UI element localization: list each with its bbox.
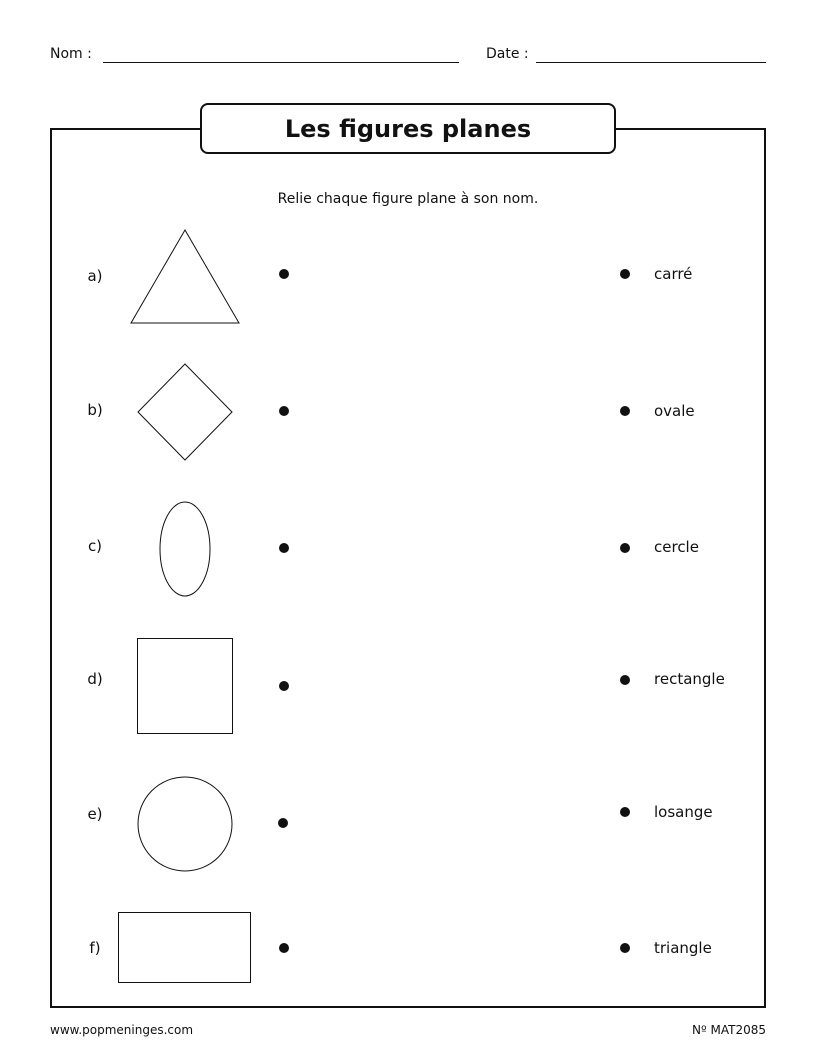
word-carre: carré (654, 265, 693, 283)
page-title: Les figures planes (284, 114, 532, 143)
row-label-c: c) (87, 537, 103, 555)
left-dot-b[interactable] (279, 406, 289, 416)
row-label-d: d) (87, 670, 103, 688)
rectangle-icon (118, 912, 252, 984)
footer-website: www.popmeninges.com (50, 1023, 194, 1037)
oval-icon (159, 501, 211, 597)
left-dot-d[interactable] (279, 681, 289, 691)
right-dot-losange[interactable] (620, 807, 630, 817)
right-dot-cercle[interactable] (620, 543, 630, 553)
right-dot-rectangle[interactable] (620, 675, 630, 685)
row-label-f: f) (89, 939, 101, 957)
instruction-text: Relie chaque figure plane à son nom. (277, 191, 539, 207)
left-dot-f[interactable] (279, 943, 289, 953)
row-label-e: e) (87, 805, 103, 823)
name-field-line[interactable] (103, 62, 459, 63)
right-dot-ovale[interactable] (620, 406, 630, 416)
right-dot-carre[interactable] (620, 269, 630, 279)
date-label: Date : (486, 46, 529, 62)
word-losange: losange (654, 803, 713, 821)
word-rectangle: rectangle (654, 670, 725, 688)
diamond-icon (137, 363, 233, 461)
row-label-b: b) (87, 401, 103, 419)
word-ovale: ovale (654, 402, 695, 420)
left-dot-c[interactable] (279, 543, 289, 553)
left-dot-e[interactable] (278, 818, 288, 828)
title-box (200, 103, 616, 154)
footer-code: Nº MAT2085 (692, 1023, 766, 1037)
right-dot-triangle[interactable] (620, 943, 630, 953)
triangle-icon (130, 229, 240, 325)
date-field-line[interactable] (536, 62, 766, 63)
name-label: Nom : (50, 46, 92, 62)
word-cercle: cercle (654, 538, 699, 556)
square-icon (137, 638, 233, 734)
row-label-a: a) (87, 267, 103, 285)
circle-icon (137, 776, 233, 872)
word-triangle: triangle (654, 939, 712, 957)
left-dot-a[interactable] (279, 269, 289, 279)
